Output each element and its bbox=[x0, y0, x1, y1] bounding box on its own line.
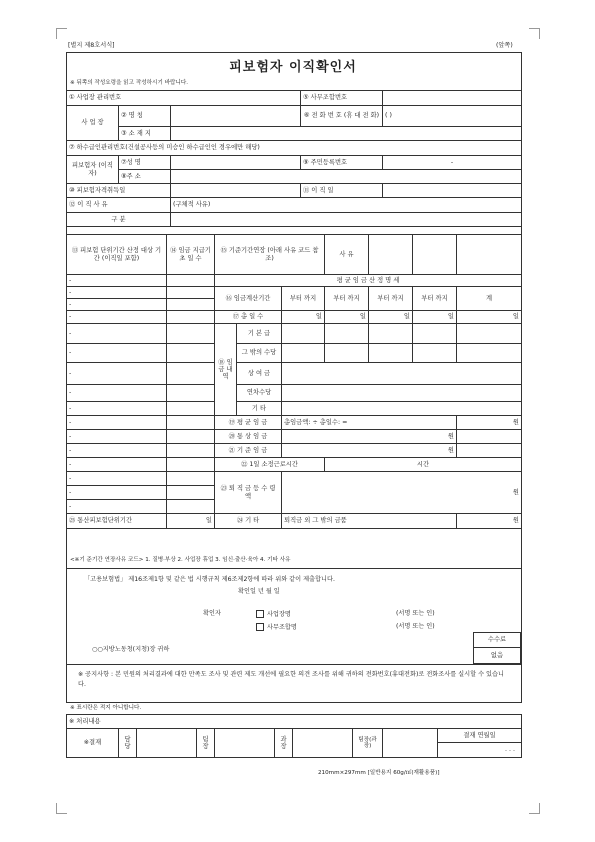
approval-date-label: 결재 연월일 bbox=[438, 729, 521, 743]
confirmer-office[interactable]: 사무조합명 bbox=[256, 623, 297, 631]
hours-unit[interactable]: 시간 bbox=[325, 458, 522, 472]
avg-wage-header: 평 균 임 금 산 정 명 세 bbox=[215, 275, 522, 287]
dash-cell[interactable]: - bbox=[67, 500, 167, 514]
days-unit[interactable]: 일 bbox=[413, 311, 457, 324]
crop-mark bbox=[529, 28, 540, 39]
cut-note: ※ 표시란은 적지 아니합니다. bbox=[70, 705, 142, 711]
total-days-label: ⑰ 총 일 수 bbox=[215, 311, 282, 324]
avg-wage-formula[interactable]: 총임금액: ÷ 총일수: = bbox=[282, 416, 457, 430]
subcontractor-label: ⑦ 하수급인관리번호(건설공사등의 미승인 하수급인인 경우에만 해당) bbox=[67, 141, 522, 156]
phone-field[interactable]: ( ) bbox=[383, 106, 522, 127]
won-unit[interactable]: 원 bbox=[282, 444, 457, 458]
classification-field[interactable] bbox=[171, 213, 522, 227]
instruction: ※ 뒤쪽의 작성요령을 읽고 작성하시기 바랍니다. bbox=[70, 80, 189, 86]
workplace-name-label: ② 명 칭 bbox=[119, 106, 171, 127]
signature-cell[interactable] bbox=[215, 729, 275, 758]
crop-mark bbox=[529, 803, 540, 814]
sign-note: (서명 또는 인) bbox=[396, 623, 435, 630]
won-unit: 원 bbox=[457, 514, 522, 529]
insured-name-field[interactable] bbox=[171, 156, 301, 170]
dash-cell[interactable]: - bbox=[67, 402, 167, 416]
pay-days-header: ⑭ 임금 지급기초 일 수 bbox=[167, 235, 215, 275]
divider bbox=[66, 568, 521, 569]
leave-date-label: ⑪ 이 직 일 bbox=[301, 184, 383, 198]
workplace-name-field[interactable] bbox=[171, 106, 301, 127]
leave-date-field[interactable] bbox=[383, 184, 522, 198]
other-allow-label: 그 밖의 수당 bbox=[237, 344, 282, 363]
dash-cell[interactable]: - bbox=[67, 287, 167, 299]
form-title: 피보험자 이직확인서 bbox=[229, 60, 357, 75]
fee-label: 수수료 bbox=[474, 633, 521, 648]
crop-mark bbox=[56, 803, 67, 814]
won-unit[interactable]: 원 bbox=[282, 430, 457, 444]
seat-label: 과 장 bbox=[275, 729, 293, 758]
work-hours-label: ㉒ 1일 소정근로시간 bbox=[215, 458, 325, 472]
signature-cell[interactable] bbox=[383, 729, 438, 758]
insured-address-field[interactable] bbox=[171, 170, 522, 184]
divider bbox=[66, 664, 521, 665]
dash-cell[interactable]: - bbox=[67, 416, 167, 430]
severance-label: ㉓ 퇴 직 금 등 수 령 액 bbox=[215, 472, 282, 514]
reason-cell[interactable] bbox=[369, 235, 413, 275]
checkbox[interactable] bbox=[256, 610, 264, 618]
office-id-label: ⑤ 사무조합번호 bbox=[301, 91, 383, 106]
workplace-id-label: ① 사업장 관리번호 bbox=[67, 91, 301, 106]
sign-note: (서명 또는 인) bbox=[396, 610, 435, 617]
acquired-date-field[interactable] bbox=[171, 184, 301, 198]
address-field[interactable] bbox=[171, 127, 522, 141]
signature-cell[interactable] bbox=[137, 729, 197, 758]
page-side-note: (앞쪽) bbox=[496, 42, 513, 49]
seat-label: 팀장(과 장) bbox=[353, 729, 383, 758]
acquired-date-label: ⑩ 피보험자격취득일 bbox=[67, 184, 171, 198]
dash-cell[interactable]: - bbox=[67, 275, 167, 287]
office-id-field[interactable] bbox=[383, 91, 522, 106]
days-unit[interactable]: 일 bbox=[282, 311, 325, 324]
total-insured-period-label: ㉕ 통산피보험단위기간 bbox=[67, 514, 167, 529]
reason-header: 사 유 bbox=[325, 235, 369, 275]
dash-cell[interactable]: - bbox=[67, 430, 167, 444]
crop-mark bbox=[56, 28, 67, 39]
won-unit[interactable]: 원 bbox=[282, 472, 522, 514]
workplace-label: 사 업 장 bbox=[67, 106, 119, 141]
days-unit[interactable]: 일 bbox=[325, 311, 369, 324]
annual-allow-label: 연차수당 bbox=[237, 385, 282, 402]
dash-cell[interactable]: - bbox=[67, 458, 167, 472]
date-line: 확인일 년 월 일 bbox=[238, 588, 280, 595]
dash-cell[interactable]: - bbox=[67, 324, 167, 344]
leave-reason-label: ⑫ 이 직 사 유 bbox=[67, 198, 171, 213]
etc-label: 기 타 bbox=[237, 402, 282, 416]
dash-cell[interactable]: - bbox=[67, 311, 167, 324]
signature-cell[interactable] bbox=[293, 729, 353, 758]
from-to-cell[interactable]: 부터 까지 bbox=[369, 287, 413, 311]
insured-address-label: ⑧주 소 bbox=[119, 170, 171, 184]
basic-pay-label: 기 본 급 bbox=[237, 324, 282, 344]
form-number: [별지 제8호서식] bbox=[68, 42, 115, 49]
insured-period-header: ⑬ 피보험 단위기간 산정 대상 기간 (이직일 포함) bbox=[67, 235, 167, 275]
dash-cell[interactable]: - bbox=[67, 385, 167, 402]
process-table bbox=[66, 714, 522, 758]
checkbox[interactable] bbox=[256, 623, 264, 631]
other-label: ㉔ 기 타 bbox=[215, 514, 282, 529]
dash-cell[interactable]: - bbox=[67, 472, 167, 486]
process-title: ※ 처리내용 bbox=[67, 715, 522, 729]
dash-cell[interactable]: - bbox=[67, 299, 167, 311]
address-label: ③ 소 재 지 bbox=[119, 127, 171, 141]
info-table bbox=[66, 90, 522, 227]
rrn-field[interactable]: - bbox=[383, 156, 522, 170]
reason-cell[interactable] bbox=[457, 235, 522, 275]
wage-table bbox=[66, 234, 522, 529]
seat-label: 팀 장 bbox=[197, 729, 215, 758]
approval-label: ※결재 bbox=[67, 729, 119, 758]
from-to-cell[interactable]: 부터 까지 bbox=[325, 287, 369, 311]
total-label: 계 bbox=[457, 287, 522, 311]
base-period-header: ⑮ 기준기간연장 (아래 사유 코드 참조) bbox=[215, 235, 325, 275]
phone-label: ⑥ 전 화 번 호 (휴 대 전 화) bbox=[301, 106, 383, 127]
from-to-cell[interactable]: 부터 까지 bbox=[413, 287, 457, 311]
reason-cell[interactable] bbox=[413, 235, 457, 275]
approval-date-dots[interactable]: . . . bbox=[505, 746, 516, 753]
other-detail[interactable]: 퇴직금 외 그 밖의 금품 bbox=[282, 514, 457, 529]
insured-name-label: ⑦성 명 bbox=[119, 156, 171, 170]
fee-table bbox=[473, 632, 521, 664]
days-unit[interactable]: 일 bbox=[457, 311, 522, 324]
classification-label: 구 분 bbox=[67, 213, 171, 227]
reason-code-note: <※기 준기간 연장사유 코드> 1. 질병·부상 2. 사업장 휴업 3. 임신·출산·육아 4. 기타 사유 bbox=[70, 557, 291, 563]
won-unit: 원 bbox=[457, 416, 522, 430]
ordinary-wage-label: ⑳ 통 상 임 금 bbox=[215, 430, 282, 444]
dash-cell[interactable]: - bbox=[67, 486, 167, 500]
base-wage-label: ㉑ 기 준 임 금 bbox=[215, 444, 282, 458]
days-unit[interactable]: 일 bbox=[369, 311, 413, 324]
wage-detail-label: ⑱ 임 금 내 역 bbox=[215, 324, 237, 416]
notice: ※ 공지사항 : 본 민원의 처리결과에 대한 만족도 조사 및 관련 제도 개선에 필요한 의견 조사를 위해 귀하의 전화번호(휴대전화)로 전화조사를 실시할 수 있습니다. bbox=[78, 671, 504, 688]
declaration: 「고용보험법」 제16조제1항 및 같은 법 시행규칙 제6조제2항에 따라 위와 같이 제출합니다. bbox=[84, 576, 335, 583]
confirmer-label: 확인자 bbox=[203, 610, 221, 617]
wage-calc-period-label: ⑯ 임금계산기간 bbox=[215, 287, 282, 311]
office-addressee: ○○지방노동청(지청)장 귀하 bbox=[92, 646, 170, 653]
days-unit[interactable]: 일 bbox=[167, 514, 215, 529]
insured-label: 피보험자 (이직자) bbox=[67, 156, 119, 184]
seat-label: 담 당 bbox=[119, 729, 137, 758]
paper-spec: 210mm×297mm [일반용지 60g/㎡(재활용품)] bbox=[318, 770, 440, 776]
leave-reason-note[interactable]: (구체적 사유) bbox=[171, 198, 522, 213]
avg-wage-label: ⑲ 평 균 임 금 bbox=[215, 416, 282, 430]
bonus-label: 상 여 금 bbox=[237, 363, 282, 385]
confirmer-workplace[interactable]: 사업장명 bbox=[256, 610, 291, 618]
rrn-label: ⑨ 주민등록번호 bbox=[301, 156, 383, 170]
dash-cell[interactable]: - bbox=[67, 363, 167, 385]
fee-value: 없음 bbox=[474, 648, 521, 664]
from-to-cell[interactable]: 부터 까지 bbox=[282, 287, 325, 311]
dash-cell[interactable]: - bbox=[67, 444, 167, 458]
dash-cell[interactable]: - bbox=[67, 344, 167, 363]
